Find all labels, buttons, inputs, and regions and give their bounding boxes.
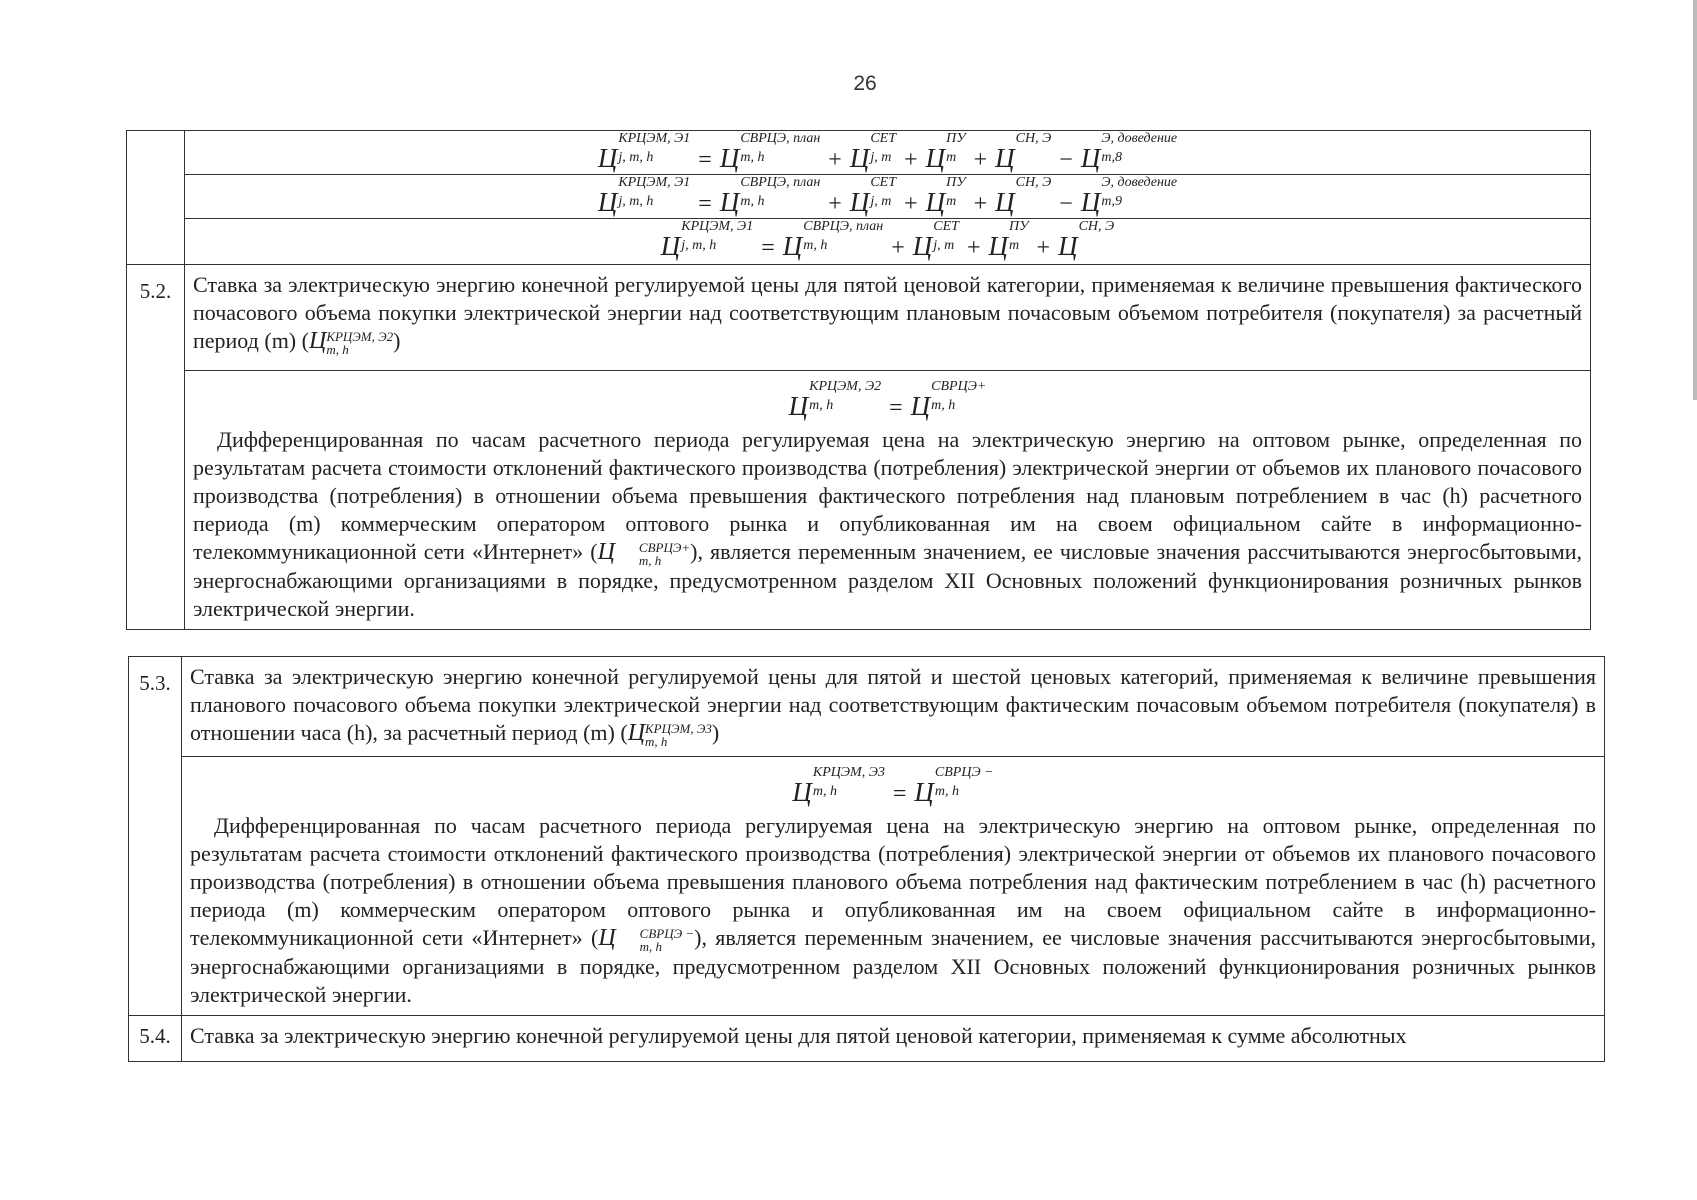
row-5-2-body <box>185 371 1591 630</box>
scan-edge <box>1693 0 1697 400</box>
row-5-3-title: Ставка за электрическую энергию конечной регулируемой цены для пятой и шестой ценовых категорий, применяемая к величине превышения планового почасового объема покупки электрической энергии над соответствующим фактическим почасовым объемом потребителя (покупателя) в отношении часа (h), за расчетный период (m) (Ц КРЦЭМ, Э3 m, h ) <box>182 657 1605 757</box>
formula-5-3: Ц КРЦЭМ, Э3 m, h = Ц СВРЦЭ − m, h <box>792 765 994 807</box>
row-5-4-title: Ставка за электрическую энергию конечной регулируемой цены для пятой ценовой категории, применяемая к сумме абсолютных <box>182 1015 1605 1061</box>
page-number: 26 <box>853 72 877 95</box>
row-5-3-description: Дифференцированная по часам расчетного периода регулируемая цена на электрическую энергию на оптовом рынке, определенная по результатам расчета стоимости отклонений фактического производства (потребления) электрической энергии от объемов их планового почасового производства (потребления) в отношении объема превышения планового объема потребления над фактическим потреблением в час (h) расчетного периода (m) коммерческим оператором оптового рынка и опубликованная им на своем официальном сайте в информационно-телекоммуникационной сети «Интернет» (Ц СВРЦЭ − m, h ), является переменным значением, ее числовые значения рассчитываются энергосбытовыми, энергоснабжающими организациями в порядке, предусмотренном разделом XII Основных положений функционирования розничных рынков электрической энергии. <box>190 813 1596 1007</box>
rates-table <box>128 656 1605 1062</box>
formula-row-2 <box>185 175 1591 219</box>
row-5-3-body <box>182 757 1605 1016</box>
row-number-5-3: 5.3. <box>129 657 182 1016</box>
row-5-2-description: Дифференцированная по часам расчетного периода регулируемая цена на электрическую энергию на оптовом рынке, определенная по результатам расчета стоимости отклонений фактического производства (потребления) электрической энергии от объемов их планового почасового производства (потребления) в отношении объема превышения фактического потребления над плановым потреблением в час (h) расчетного периода (m) коммерческим оператором оптового рынка и опубликованная им на своем официальном сайте в информационно-телекоммуникационной сети «Интернет» (Ц СВРЦЭ+ m, h ), является переменным значением, ее числовые значения рассчитываются энергосбытовыми, энергоснабжающими организациями в порядке, предусмотренном разделом XII Основных положений функционирования розничных рынков электрической энергии. <box>193 427 1582 621</box>
formula-2: Ц КРЦЭМ, Э1 j, m, h = Ц СВРЦЭ, план m, h + Ц СЕТ j, m + Ц ПУ m + Ц СН, Э − Ц Э, доведение m,9 <box>597 175 1178 217</box>
formula-5-2: Ц КРЦЭМ, Э2 m, h = Ц СВРЦЭ+ m, h <box>788 379 987 421</box>
row-number-5-2: 5.2. <box>127 265 185 630</box>
number-cell-empty <box>127 131 185 265</box>
formula-row-3 <box>185 219 1591 265</box>
formula-row-1 <box>185 131 1591 175</box>
row-number-5-4: 5.4. <box>129 1015 182 1061</box>
formula-table <box>126 130 1591 630</box>
row-5-2-title: Ставка за электрическую энергию конечной регулируемой цены для пятой ценовой категории, применяемая к величине превышения фактического почасового объема покупки электрической энергии над соответствующим плановым почасовым объемом потребителя (покупателя) за расчетный период (m) (Ц КРЦЭМ, Э2 m, h ) <box>185 265 1591 371</box>
formula-3: Ц КРЦЭМ, Э1 j, m, h = Ц СВРЦЭ, план m, h + Ц СЕТ j, m + Ц ПУ m + Ц СН, Э <box>660 219 1115 261</box>
formula-1: Ц КРЦЭМ, Э1 j, m, h = Ц СВРЦЭ, план m, h + Ц СЕТ j, m + Ц ПУ m + Ц СН, Э − Ц Э, доведение m,8 <box>597 131 1178 173</box>
